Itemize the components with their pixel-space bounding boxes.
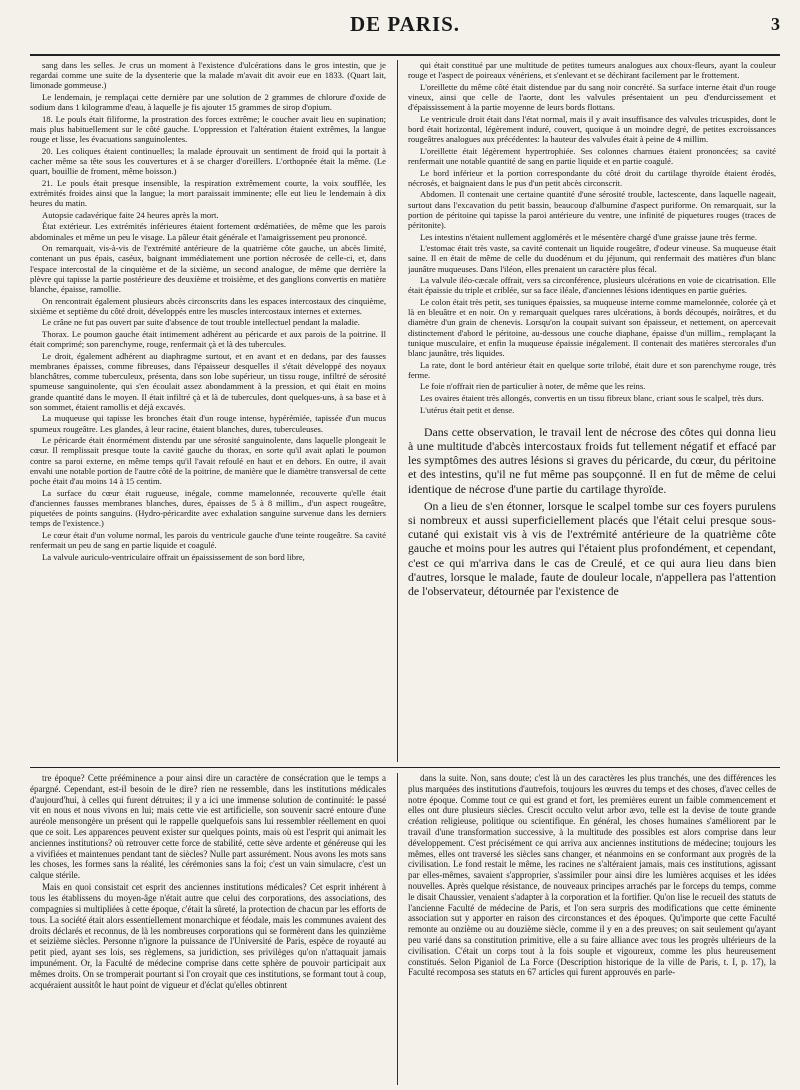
header-rule [30, 54, 780, 56]
paragraph: Le crâne ne fut pas ouvert par suite d'absence de tout trouble intellectuel pendant la maladie. [42, 317, 360, 328]
paragraph: 18. Le pouls était filiforme, la prostration des forces extrême; le coucher avait lieu en supination; mais plus habituellement sur le côté gauche. L'oppression et l'altération étaient extrêmes, la langue rouge et lisse, les évacuations sanguinolentes. [30, 113, 386, 145]
paragraph: On remarquait, vis-à-vis de l'extrémité antérieure de la quatrième côte gauche, un abcès limité, contenant un pus épais, caséux, baignant immédiatement une portion nécrosée de celle-ci, et, dans l'espace intercostal de la cinquième et de la sixième, un second analogue, de même que derrière la plèvre qui tapisse la partie postérieure des deuxième et troisième, et des ganglions convertis en matière blanche, épaisse, ramollie. [30, 243, 386, 294]
paragraph: 21. Le pouls était presque insensible, la respiration extrêmement courte, la voix soufflée, les extrémités froides ainsi que la langue; la mort paraissait imminente; elle eut lieu le lendemain à dix heures du matin. [30, 177, 386, 209]
paragraph: Le cœur était d'un volume normal, les parois du ventricule gauche d'une teinte rougeâtre. Sa cavité renfermait un peu de sang en partie liquide et coagulé. [30, 529, 386, 550]
paragraph: L'oreillette était légèrement hypertrophiée. Ses colonnes charnues étaient prononcées; sa cavité renfermait une notable quantité de sang en partie liquide et en partie coagulé. [408, 145, 776, 166]
paragraph: Le colon était très petit, ses tuniques épaissies, sa muqueuse interne comme mamelonnée, colorée çà et là en bleuâtre et en noir. On y remarquait quelques rares ulcérations, à bords découpés, noirâtres, et du diamètre d'un grain de chenevis. Lorsqu'on la coupait suivant son épaisseur, et nettement, on apercevait distinctement d'abord le péritoine, au-dessous une couche diaphane, épaisse d'un millim., remplaçant la tunique musculaire, et enfin la muqueuse épaissie inégalement. Il contenait des matières stercorales d'un blanc jaunâtre, très liquides. [408, 296, 776, 358]
paragraph: qui était constitué par une multitude de petites tumeurs analogues aux choux-fleurs, ayant la couleur rouge et l'aspect de poireaux vénériens, et s'enlevant et se déchirant facilement par le frottement. [408, 60, 776, 81]
paragraph: Les ovaires étaient très allongés, convertis en un tissu fibreux blanc, criant sous le scalpel, très durs. [420, 392, 764, 403]
paragraph: 20. Les coliques étaient continuelles; la malade éprouvait un sentiment de froid qui la portait à cacher même sa tête sous les couvertures et à se charger d'oreillers. L'orthopnée était la même. (Le quart, bouillie de froment, même boisson.) [30, 145, 386, 177]
paragraph: Abdomen. Il contenait une certaine quantité d'une sérosité trouble, lactescente, dans laquelle nageait, surtout dans l'excavation du petit bassin, beaucoup d'albumine d'aspect puriforme. On remarquait, sur la portion de péritoine qui tapisse la paroi antérieure du ventre, une infinité de piquetures rouges (traces de péritonite). [408, 189, 776, 230]
paragraph: Le lendemain, je remplaçai cette dernière par une solution de 2 grammes de chlorure d'oxide de sodium dans 1 kilogramme d'eau, à laquelle je fis ajouter 15 grammes de sirop d'opium. [30, 92, 386, 113]
paragraph: tre époque? Cette prééminence a pour ainsi dire un caractère de consécration que le temps a épargné. Cependant, est-il besoin de le dire? rien ne ressemble, dans les institutions médicales d'aujourd'hui, à celles qui furent détruites; il y a ici une immense solution de continuité: le passé vit en nous et nous vivons en lui; mais cette vie est artificielle, son souvenir sacré entoure d'une auréole mensongère un présent qui le rappelle quelquefois sans lui ressembler réellement en quoi que ce soit. Les apparences peuvent exister sur quelques points, mais où est l'esprit qui animait les anciennes institutions? où retrouver cette force de stabilité, cette sève ardente et généreuse qui les a vivifiées et maintenues pendant tant de siècles? Nulle part assurément. Nous avons les mots sans les choses, les formes sans la réalité, les cérémonies sans la foi; c'est un vain simulacre, c'est un calque stérile. [30, 773, 386, 881]
upper-left-column [30, 60, 386, 762]
paragraph: On rencontrait également plusieurs abcès circonscrits dans les espaces intercostaux des cinquième, sixième et septième du côté droit, développés entre les muscles intercostaux internes et externes. [30, 295, 386, 316]
column-divider-lower [397, 773, 398, 1085]
page-number: 3 [771, 14, 780, 34]
paragraph: On a lieu de s'en étonner, lorsque le scalpel tombe sur ces foyers purulens si nombreux et aussi superficiellement placés que l'était celui presque sous-cutané qui existait vis à vis de l'extrémité antérieure de la quatrième côte gauche et moins pour les autres qui l'étaient plus profondément, et cependant, c'est ce qui m'arriva dans le cas de Creulé, et ce qui aura lieu dans bien d'autres, lorsque le malade, faute de douleur locale, n'appellera pas l'attention de l'observateur, détournée par l'existence de [408, 498, 776, 599]
lower-left-column [30, 773, 386, 1085]
upper-right-body [408, 60, 776, 415]
paragraph: Autopsie cadavérique faite 24 heures après la mort. [42, 209, 219, 220]
paragraph: La muqueuse qui tapisse les bronches était d'un rouge intense, hypérémiée, tapissée d'un mucus spumeux rougeâtre. Les glandes, à leur racine, étaient blanches, dures, tuberculeuses. [30, 413, 386, 434]
paragraph: dans la suite. Non, sans doute; c'est là un des caractères les plus tranchés, une des différences les plus marquées des institutions d'autrefois, toujours les œuvres du temps et des choses, d'avec celles de notre époque. Comme tout ce qui est grand et fort, les premières eurent un faible commencement et elles ont dure plusieurs siècles. Crescit occulto velut arbor ævo, telle est la devise de toute grande création religieuse, politique ou scientifique. En général, les choses humaines s'améliorent par le travail d'une transformation successive, à la multitude des possibles est alors comprise dans leur développement. C'est précisément ce qui arriva aux anciennes institutions de médecine; toujours les mêmes, elles ont traversé les siècles sans changer, et néanmoins en se conformant aux progrès de la civilisation. Le fond restait le même, les racines ne s'altéraient jamais, mais ces institutions, agissant par elles-mêmes, savaient s'approprier, s'assimiler pour ainsi dire les lumières acquises et les idées nouvelles. Après quelque résistance, de nouveaux principes arrachés par le forceps du temps, comme le disait Chaussier, venaient s'adapter à la corporation et la fortifier. Qu'on lise le recueil des statuts de l'ancienne Faculté de médecine de Paris, et l'on sera surpris des modifications que cette éminente association sut y apporter en raison des circonstances et des époques. Qu'importe que cette Faculté remonte au onzième ou au douzième siècle, comme il y en a des preuves; on sait seulement qu'ayant peu varié dans sa constitution primitive, elle a su faire alliance avec tous les progrès ultérieurs de la civilisation. C'était un corps tout à la fois souple et vigoureux, comme les plus heureusement constitués. Selon Piganiol de La Force (Description historique de la ville de Paris, t. I, p. 17), la Faculté recomposa ses statuts en 67 articles qui furent approuvés en parle- [408, 773, 776, 978]
paragraph: Le droit, également adhérent au diaphragme surtout, et en avant et en dedans, par des fausses membranes épaisses, comme fibreuses, dans l'épaisseur desquelles il s'était développé des noyaux blanchâtres, comme tuberculeux, présenta, dans son lobe supérieur, un tissu rouge, infiltré de sérosité spumeuse sanguinolente, qui s'en écoulait assez abondamment à la pression, et qui était en moins grande quantité dans le moyen. Il était infiltré çà et là de tubercules, dont quelques-uns, à sa base et à son sommet, étaient ramollis et déjà excavés. [30, 350, 386, 412]
section-rule [30, 767, 780, 768]
column-divider [397, 60, 398, 762]
paragraph: Dans cette observation, le travail lent de nécrose des côtes qui donna lieu à une multitude d'abcès intercostaux froids fut tellement négatif et effacé par les symptômes des autres lésions si graves du péricarde, du cœur, du péritoine et des intestins, qu'il ne fut même pas soupçonné. Il en fut de même de celui identique de nécrose d'une partie du cartilage thyroïde. [408, 424, 776, 496]
paragraph: Les intestins n'étaient nullement agglomérés et le mésentère chargé d'une graisse jaune très ferme. [420, 231, 758, 242]
paragraph: La rate, dont le bord antérieur était en quelque sorte trilobé, était dure et son parenchyme rouge, très ferme. [408, 359, 776, 380]
observation-commentary [408, 425, 776, 598]
paragraph: Le bord inférieur et la portion correspondante du côté droit du cartilage thyroïde étaient érodés, nécrosés, et baignaient dans le pus d'un petit abcès circonscrit. [408, 167, 776, 188]
lower-right-column [408, 773, 776, 1085]
paragraph: Thorax. Le poumon gauche était intimement adhérent au péricarde et aux parois de la poitrine. Il était comprimé; son parenchyme, rouge, renfermait çà et là des tubercules. [30, 328, 386, 350]
paragraph: L'oreillette du même côté était distendue par du sang noir concrété. Sa surface interne était d'un rouge vineux, ainsi que celle de l'aorte, dont les valvules présentaient un peu d'endurcissement et d'épaississement à la partie moyenne de leurs bords flottans. [408, 81, 776, 113]
paragraph: La surface du cœur était rugueuse, inégale, comme mamelonnée, recouverte qu'elle était d'anciennes fausses membranes blanches, dures, épaisses de 5 à 8 millim., d'un aspect rougeâtre, piquetées de points sanguins. (Hydro-péricardite avec exhalation sanguine survenue dans les derniers temps de l'existence.) [30, 487, 386, 529]
paragraph: sang dans les selles. Je crus un moment à l'existence d'ulcérations dans le gros intestin, que je regardai comme une suite de la dysenterie que la malade m'avait dit avoir eue en 1833. (Quart lait, limonade gommeuse.) [30, 60, 386, 91]
paragraph: La valvule iléo-cæcale offrait, vers sa circonférence, plusieurs ulcérations en voie de cicatrisation. Elle était épaissie du triple et criblée, sur sa face iléale, d'anciennes lésions identiques en partie guéries. [408, 275, 776, 296]
paragraph: Le foie n'offrait rien de particulier à noter, de même que les reins. [420, 381, 646, 392]
upper-right-column [408, 60, 776, 762]
paragraph: Le péricarde était énormément distendu par une sérosité sanguinolente, dans laquelle plongeait le cœur. Il remplissait presque toute la cavité gauche du thorax, en sorte qu'il avait aplati le poumon contre sa paroi externe, en même temps qu'il l'avait refoulé en haut et en dehors. En outre, il avait envahi une notable portion de l'autre côté de la poitrine, de manière que le diamètre transversal de cette poche était d'au moins 14 à 15 centim. [30, 435, 386, 486]
masthead-title: DE PARIS. [349, 12, 461, 36]
paragraph: Le ventricule droit était dans l'état normal, mais il y avait insuffisance des valvules tricuspides, dont le bord était horizontal, légèrement induré, couvert, quoique à un moindre degré, de petites excroissances rougeâtres analogues aux précédentes: la hauteur des valvules était à peine de 4 millim. [408, 113, 776, 145]
paragraph: L'utérus était petit et dense. [420, 404, 515, 415]
page-header [30, 0, 780, 56]
paragraph: La valvule auriculo-ventriculaire offrait un épaississement de son bord libre, [42, 551, 305, 562]
paragraph: Mais en quoi consistait cet esprit des anciennes institutions médicales? Cet esprit inhérent à tous les établissens du moyen-âge n'était autre que celui des corporations, des associations, des compagnies si multipliées à cette époque, c'était la sûreté, la protection de chacun par les efforts de tous. La société était alors essentiellement monarchique et féodale, mais les communes avaient des droits déclarés et reconnus, de là les nombreuses corporations qui se formèrent dans les quinzième et seizième siècles. Personne n'ignore la puissance de l'Université de Paris, espèce de royauté au petit pied, ayant ses lois, ses règlemens, sa juridiction, ses privilèges qu'on n'attaquait jamais impunément. Or, la Faculté de médecine comprise dans cette sphère de pouvoir participait aux mêmes droits. On se tromperait pourtant si l'on croyait que ces institutions, se formant tout à coup, acquéraient aussitôt le haut point de vigueur et d'éclat qu'elles obtinrent [30, 882, 386, 990]
paragraph: L'estomac était très vaste, sa cavité contenait un liquide rougeâtre, d'odeur vineuse. Sa muqueuse était saine. Il en était de même de celle du duodénum et du jéjunum, qui renfermait des matières d'un blanc jaunâtre muqueuses. Dans l'iléon, elles prenaient un caractère plus fécal. [408, 243, 776, 274]
paragraph: État extérieur. Les extrémités inférieures étaient fortement œdématiées, de même que les parois abdominales et même un peu le visage. La pâleur était générale et l'amaigrissement peu prononcé. [30, 221, 386, 242]
